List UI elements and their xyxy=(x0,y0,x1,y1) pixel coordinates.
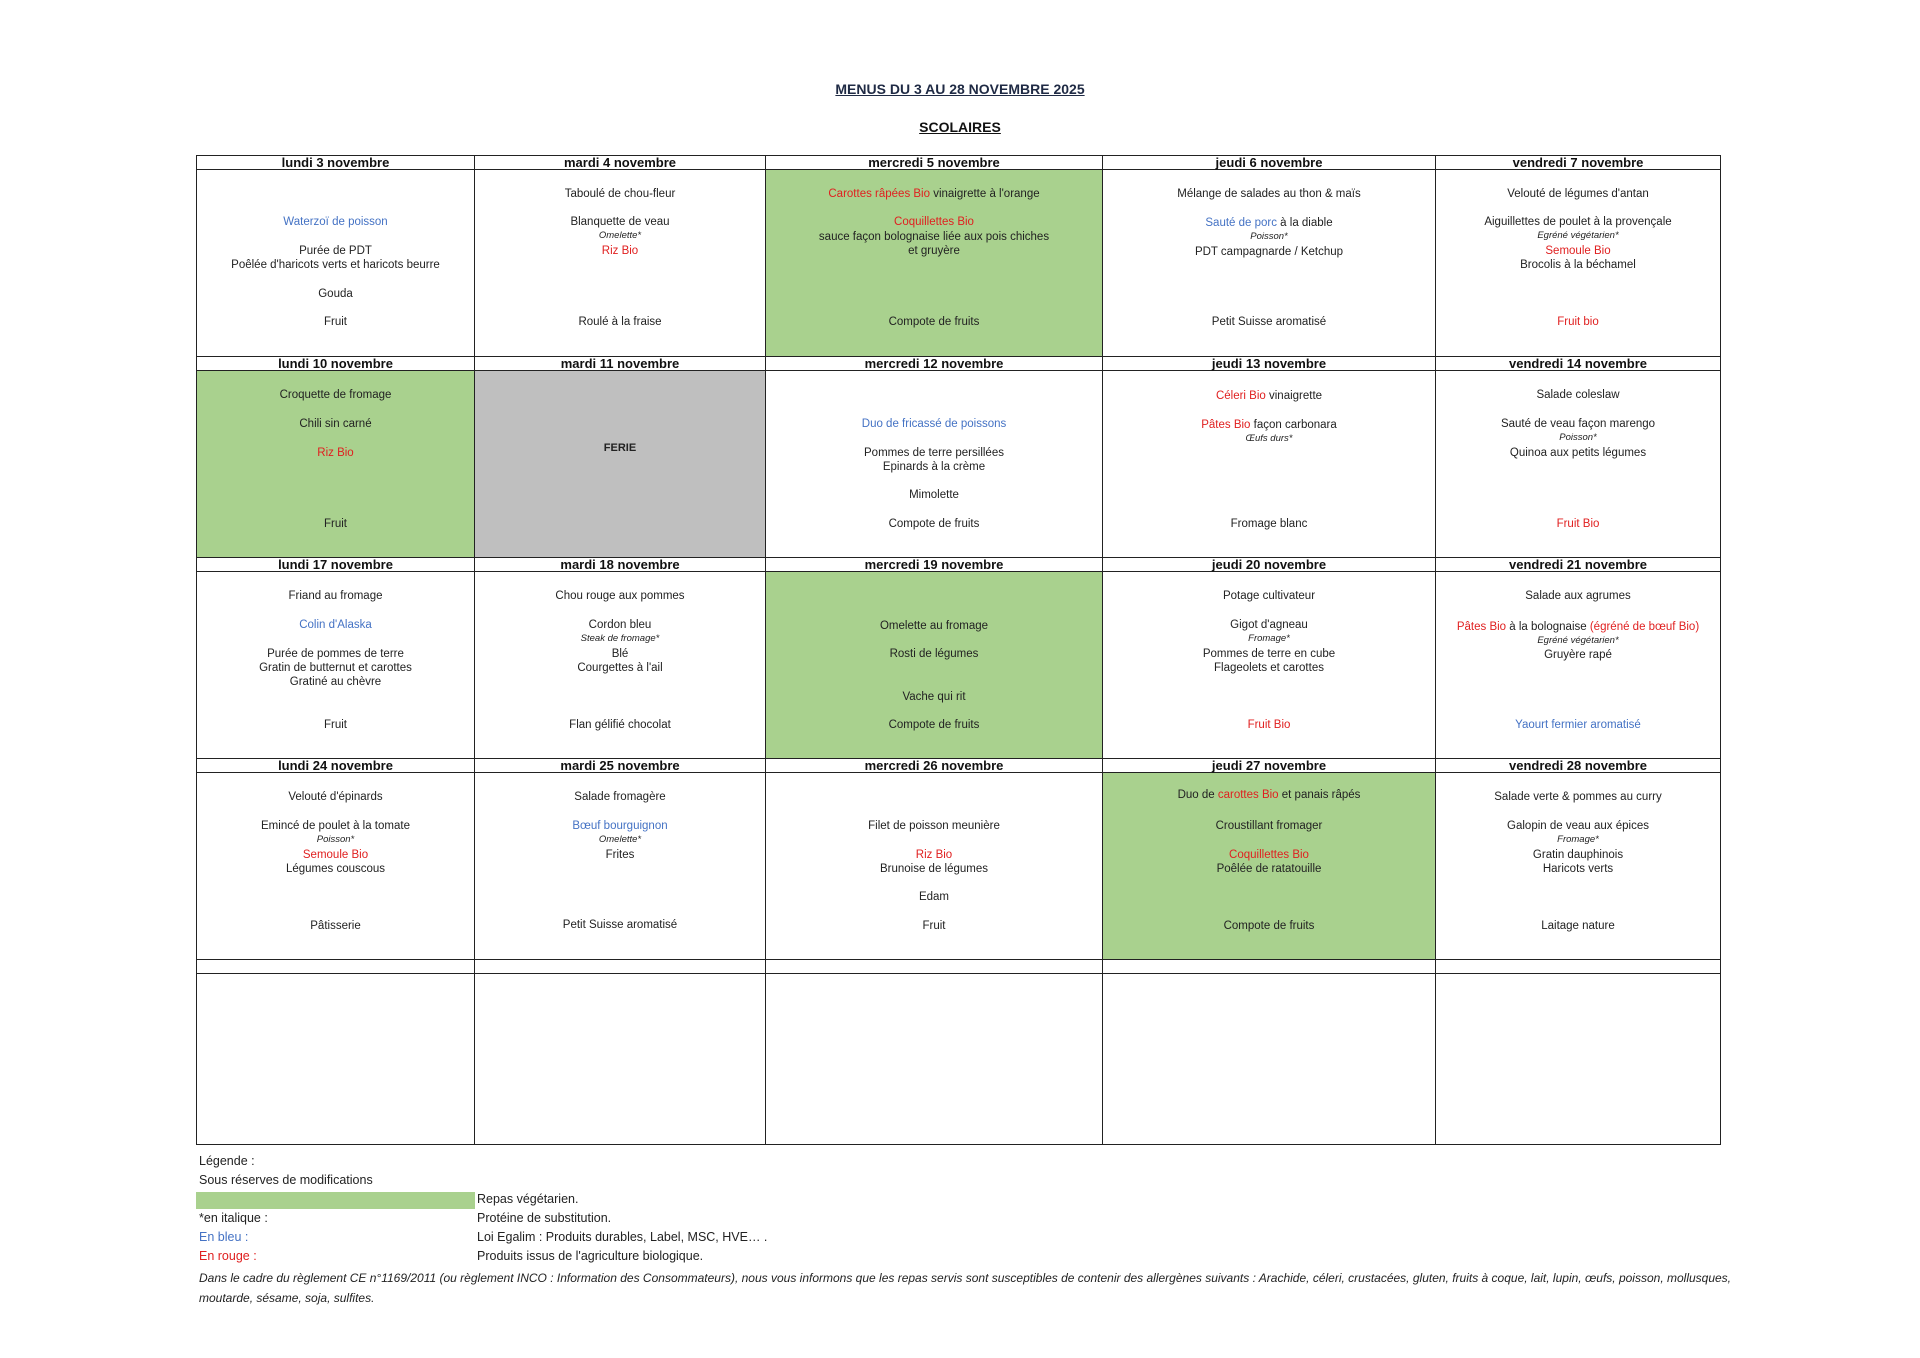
menu-line: et gruyère xyxy=(908,245,960,257)
week-menu-row xyxy=(197,773,1721,960)
empty-cell xyxy=(475,960,766,974)
menu-line: Poêlée de ratatouille xyxy=(1216,863,1322,875)
menu-line-part: Carottes râpées Bio xyxy=(828,188,931,200)
day-header: mardi 25 novembre xyxy=(475,759,766,773)
menu-line: Riz Bio xyxy=(601,245,639,257)
day-header: lundi 3 novembre xyxy=(197,156,475,170)
legend-italic-value: Protéine de substitution. xyxy=(477,1211,612,1225)
menu-line-part: Pâtes Bio xyxy=(1201,419,1251,431)
menu-line: Velouté de légumes d'antan xyxy=(1507,188,1649,200)
menu-line: Gratin dauphinois xyxy=(1532,849,1624,861)
empty-cell xyxy=(766,974,1103,1145)
menu-line: Compote de fruits xyxy=(888,518,980,530)
menu-line: Fruit xyxy=(324,316,347,328)
menu-line: Duo de fricassé de poissons xyxy=(861,418,1007,430)
menu-line: Sauté de veau façon marengo xyxy=(1500,418,1656,430)
menu-line: Coquillettes Bio xyxy=(1229,849,1309,861)
menu-cell xyxy=(1436,170,1721,357)
menu-line: Haricots verts xyxy=(1542,863,1614,875)
menu-line-part: (égréné de bœuf Bio) xyxy=(1589,621,1700,633)
menu-line: Chou rouge aux pommes xyxy=(555,590,685,602)
menu-line: Epinards à la crème xyxy=(882,461,986,473)
menu-line: Bœuf bourguignon xyxy=(572,820,668,832)
menu-line: Brunoise de légumes xyxy=(879,863,989,875)
day-header: vendredi 28 novembre xyxy=(1436,759,1721,773)
menu-line: Aiguillettes de poulet à la provençale xyxy=(1484,216,1672,228)
day-header: mardi 18 novembre xyxy=(475,558,766,572)
menu-line: Fruit Bio xyxy=(1556,518,1600,530)
menu-line: Salade coleslaw xyxy=(1536,389,1620,401)
menu-line: Flan gélifié chocolat xyxy=(569,719,671,731)
empty-cell xyxy=(197,960,475,974)
substitution-line: Steak de fromage* xyxy=(580,633,660,644)
empty-header-row xyxy=(197,960,1721,974)
menu-line: Laitage nature xyxy=(1541,920,1615,932)
menu-line: Fruit Bio xyxy=(1247,719,1291,731)
day-header: mercredi 19 novembre xyxy=(766,558,1103,572)
menu-line-part: Pâtes Bio xyxy=(1456,621,1507,633)
menu-line: Croquette de fromage xyxy=(279,389,392,401)
legend-blue-key: En bleu : xyxy=(199,1230,249,1244)
empty-cell xyxy=(1436,974,1721,1145)
menu-line: Gratin de butternut et carottes xyxy=(259,662,412,674)
menu-line-part: à la diable xyxy=(1276,217,1333,229)
menu-line: Petit Suisse aromatisé xyxy=(1211,316,1327,328)
menu-cell xyxy=(1436,773,1721,960)
menu-line: PDT campagnarde / Ketchup xyxy=(1194,246,1344,258)
menu-line: Friand au fromage xyxy=(288,590,383,602)
day-header: vendredi 21 novembre xyxy=(1436,558,1721,572)
menu-line: Coquillettes Bio xyxy=(894,216,974,228)
menu-line: Compote de fruits xyxy=(1223,920,1315,932)
menu-cell xyxy=(766,371,1103,558)
substitution-line: Poisson* xyxy=(316,834,355,845)
vegetarian-menu-cell xyxy=(1103,773,1436,960)
menu-line: Gratiné au chèvre xyxy=(289,676,382,688)
menu-table xyxy=(196,155,1721,1145)
substitution-line: Omelette* xyxy=(598,834,642,845)
menu-line: Pommes de terre persillées xyxy=(864,447,1004,459)
menu-line: Fruit xyxy=(922,920,946,932)
menu-line xyxy=(770,187,1098,201)
menu-line: Mélange de salades au thon & maïs xyxy=(1177,188,1361,200)
menu-cell xyxy=(1103,170,1436,357)
day-header: jeudi 6 novembre xyxy=(1103,156,1436,170)
menu-line: Fruit bio xyxy=(1557,316,1599,328)
menu-line: Roulé à la fraise xyxy=(578,316,662,328)
empty-cell xyxy=(1103,960,1436,974)
menu-line: Edam xyxy=(918,891,950,903)
empty-cell xyxy=(1103,974,1436,1145)
menu-line: Salade aux agrumes xyxy=(1525,590,1631,602)
day-header: jeudi 20 novembre xyxy=(1103,558,1436,572)
substitution-line: Fromage* xyxy=(1557,834,1599,845)
vegetarian-menu-cell xyxy=(766,572,1103,759)
menu-line: Emincé de poulet à la tomate xyxy=(261,820,410,832)
menu-line: Rosti de légumes xyxy=(889,648,979,660)
menu-line: Gouda xyxy=(318,288,353,300)
menu-line-part: à la bolognaise xyxy=(1506,621,1590,633)
day-header: lundi 24 novembre xyxy=(197,759,475,773)
menu-line-part: Sauté de porc xyxy=(1205,217,1277,229)
menu-line-part: vinaigrette à l'orange xyxy=(930,188,1040,200)
substitution-line: Œufs durs* xyxy=(1245,433,1293,444)
day-header: vendredi 7 novembre xyxy=(1436,156,1721,170)
legend-disclaimer: Sous réserves de modifications xyxy=(199,1173,373,1187)
day-header: vendredi 14 novembre xyxy=(1436,357,1721,371)
menu-cell xyxy=(475,572,766,759)
menu-line: Taboulé de chou-fleur xyxy=(564,188,676,200)
menu-line xyxy=(1107,216,1431,230)
menu-line: Légumes couscous xyxy=(285,863,386,875)
menu-line: Chili sin carné xyxy=(299,418,372,430)
page-title: MENUS DU 3 AU 28 NOVEMBRE 2025 xyxy=(835,81,1085,97)
menu-cell xyxy=(475,170,766,357)
empty-cell xyxy=(197,974,475,1145)
substitution-line: Fromage* xyxy=(1248,633,1290,644)
menu-cell xyxy=(1436,572,1721,759)
menu-line: Riz Bio xyxy=(915,849,953,861)
day-header: jeudi 27 novembre xyxy=(1103,759,1436,773)
legend-vegetarian: Repas végétarien. xyxy=(477,1192,579,1206)
day-header: jeudi 13 novembre xyxy=(1103,357,1436,371)
menu-line: Purée de PDT xyxy=(299,245,372,257)
empty-cell xyxy=(1436,960,1721,974)
menu-line: Croustillant fromager xyxy=(1215,820,1323,832)
week-menu-row xyxy=(197,170,1721,357)
menu-cell xyxy=(1436,371,1721,558)
day-header: mercredi 26 novembre xyxy=(766,759,1103,773)
menu-line: Semoule Bio xyxy=(302,849,369,861)
empty-cell xyxy=(766,960,1103,974)
page-subtitle: SCOLAIRES xyxy=(919,119,1001,135)
menu-cell xyxy=(197,572,475,759)
menu-line: Petit Suisse aromatisé xyxy=(562,919,678,931)
menu-line xyxy=(1107,389,1431,403)
empty-cell xyxy=(475,974,766,1145)
substitution-line: Omelette* xyxy=(598,230,642,241)
menu-line: Potage cultivateur xyxy=(1222,590,1316,602)
legend xyxy=(196,1152,1736,1308)
menu-line-part: Duo de xyxy=(1177,789,1218,801)
menu-cell xyxy=(1103,572,1436,759)
menu-line: Courgettes à l'ail xyxy=(577,662,663,674)
day-header: mercredi 12 novembre xyxy=(766,357,1103,371)
menu-line: Velouté d'épinards xyxy=(288,791,383,803)
menu-line xyxy=(1107,418,1431,432)
vegetarian-menu-cell xyxy=(197,371,475,558)
substitution-line: Egréné végétarien* xyxy=(1537,635,1619,646)
menu-line: Blanquette de veau xyxy=(570,216,670,228)
menu-line: Fromage blanc xyxy=(1230,518,1308,530)
menu-line: Omelette au fromage xyxy=(879,620,989,632)
menu-cell xyxy=(1103,371,1436,558)
day-header: lundi 10 novembre xyxy=(197,357,475,371)
menu-cell xyxy=(197,773,475,960)
menu-cell xyxy=(197,170,475,357)
substitution-line: Egréné végétarien* xyxy=(1537,230,1619,241)
menu-line: Compote de fruits xyxy=(888,719,980,731)
menu-line: Mimolette xyxy=(909,489,959,501)
legend-italic-key: *en italique : xyxy=(199,1211,268,1225)
menu-line: Galopin de veau aux épices xyxy=(1507,820,1649,832)
menu-line: Fruit xyxy=(324,518,347,530)
week-header-row xyxy=(197,558,1721,572)
menu-line xyxy=(1440,620,1716,634)
menu-line: Poêlée d'haricots verts et haricots beurre xyxy=(231,259,440,271)
menu-line: Blé xyxy=(611,648,629,660)
menu-line-part: vinaigrette xyxy=(1265,390,1323,402)
vegetarian-swatch xyxy=(196,1192,475,1209)
menu-line: Quinoa aux petits légumes xyxy=(1509,447,1647,459)
menu-line: Compote de fruits xyxy=(888,316,980,328)
week-menu-row xyxy=(197,371,1721,558)
day-header: mardi 4 novembre xyxy=(475,156,766,170)
menu-line: Flageolets et carottes xyxy=(1214,662,1324,674)
menu-line: sauce façon bolognaise liée aux pois chiches xyxy=(818,231,1050,243)
day-header: lundi 17 novembre xyxy=(197,558,475,572)
menu-line: Gigot d'agneau xyxy=(1230,619,1308,631)
menu-line: Brocolis à la béchamel xyxy=(1520,259,1636,271)
menu-cell xyxy=(475,773,766,960)
menu-line: Riz Bio xyxy=(317,447,354,459)
menu-line: Colin d'Alaska xyxy=(299,619,372,631)
substitution-line: Poisson* xyxy=(1250,231,1288,242)
menu-line: Semoule Bio xyxy=(1545,245,1611,257)
allergen-note: Dans le cadre du règlement CE n°1169/2011 (ou règlement INCO : Information des Consommateurs), nous vous informons que les repas servis sont susceptibles de contenir des allergènes suivants : Arachide, céleri, crustacées, gluten, fruits à coque, lait, lupin, œufs, poisson, mollusques, moutarde, sésame, soja, sulfites. xyxy=(199,1271,1732,1305)
menu-line: Pommes de terre en cube xyxy=(1202,648,1336,660)
week-header-row xyxy=(197,759,1721,773)
menu-line: Fruit xyxy=(324,719,347,731)
legend-red-key: En rouge : xyxy=(199,1249,257,1263)
menu-line: Gruyère rapé xyxy=(1544,649,1612,661)
menu-line: Cordon bleu xyxy=(588,619,652,631)
menu-line: Yaourt fermier aromatisé xyxy=(1515,719,1641,731)
menu-line: Filet de poisson meunière xyxy=(868,820,1000,832)
menu-line: Salade verte & pommes au curry xyxy=(1494,791,1662,803)
menu-line-part: carottes Bio xyxy=(1217,789,1279,801)
holiday-cell xyxy=(475,371,766,558)
menu-line: Pâtisserie xyxy=(310,920,361,932)
menu-line: Waterzoï de poisson xyxy=(283,216,388,228)
menu-line: FERIE xyxy=(603,442,637,454)
day-header: mardi 11 novembre xyxy=(475,357,766,371)
week-menu-row xyxy=(197,572,1721,759)
menu-line-part: Céleri Bio xyxy=(1215,390,1266,402)
vegetarian-menu-cell xyxy=(766,170,1103,357)
menu-line-part: façon carbonara xyxy=(1250,419,1337,431)
day-header: mercredi 5 novembre xyxy=(766,156,1103,170)
week-header-row xyxy=(197,357,1721,371)
empty-menu-row xyxy=(197,974,1721,1145)
menu-cell xyxy=(766,773,1103,960)
week-header-row xyxy=(197,156,1721,170)
legend-title: Légende : xyxy=(199,1154,255,1168)
menu-line-part: et panais râpés xyxy=(1278,789,1361,801)
menu-line: Vache qui rit xyxy=(902,691,966,703)
legend-red-value: Produits issus de l'agriculture biologique. xyxy=(477,1249,704,1263)
substitution-line: Poisson* xyxy=(1559,432,1597,443)
menu-line: Frites xyxy=(605,849,635,861)
menu-line: Salade fromagère xyxy=(574,791,666,803)
legend-blue-value: Loi Egalim : Produits durables, Label, MSC, HVE… . xyxy=(477,1230,768,1244)
menu-line xyxy=(1107,788,1431,802)
menu-line: Purée de pommes de terre xyxy=(267,648,404,660)
